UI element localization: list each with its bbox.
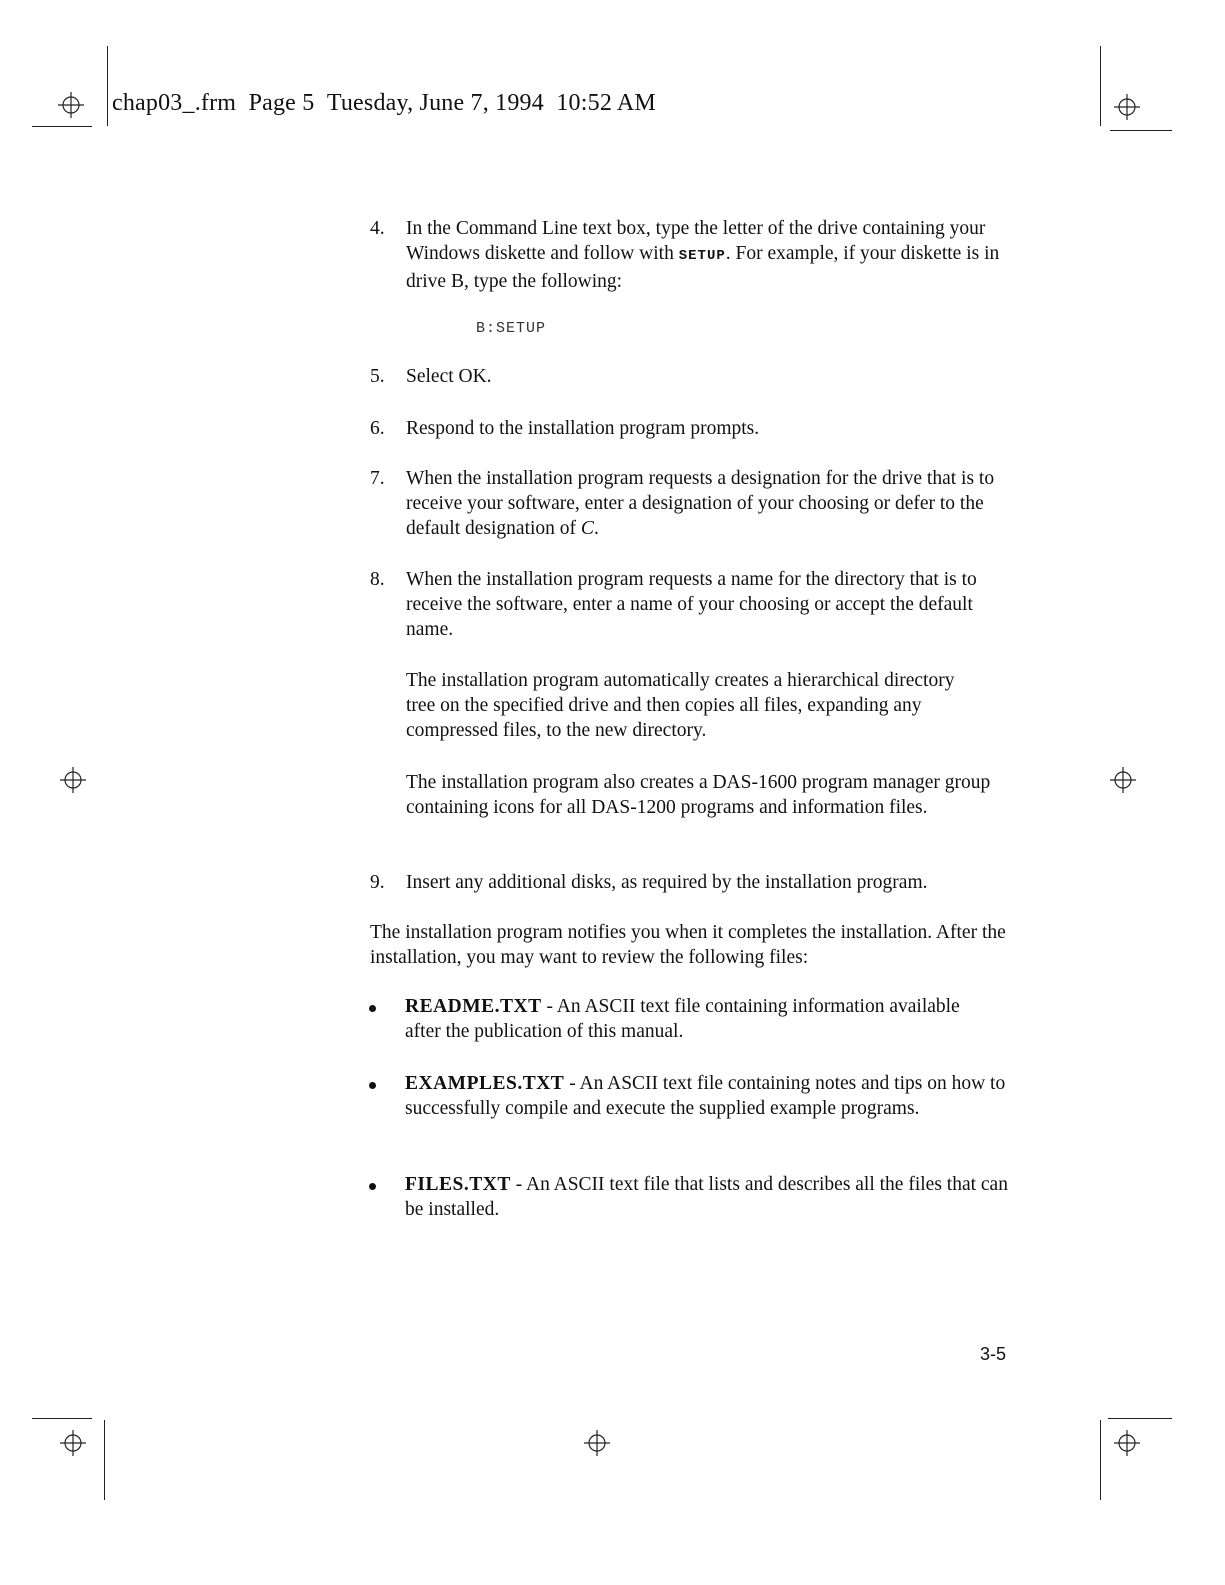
note-paragraph: The installation program also creates a DAS-1600 program manager group containing icons for all DAS-1200 programs and information files.	[406, 772, 991, 818]
file-name: EXAMPLES.TXT	[405, 1073, 565, 1094]
bullet-icon	[369, 1082, 376, 1089]
file-desc: - An ASCII text file containing information available after the publication of this manual.	[405, 996, 960, 1042]
summary-paragraph: The installation program notifies you when it completes the installation. After the installation, you may want to review the following files:	[370, 922, 1006, 968]
file-name: README.TXT	[405, 996, 542, 1017]
step-text: Select OK.	[406, 366, 492, 387]
header-time: 10:52 AM	[556, 90, 656, 116]
header-page: Page 5	[248, 90, 315, 116]
drive-letter: C	[580, 518, 594, 539]
step-text: In the Command Line text box, type the letter of the drive containing your Windows diskette and follow with	[406, 218, 986, 264]
file-item-examples	[405, 1071, 1025, 1121]
note-paragraph: The installation program automatically creates a hierarchical directory tree on the specified drive and then copies all files, expanding any compressed files, to the new directory.	[406, 670, 955, 741]
header-file: chap03_.frm	[112, 90, 237, 116]
step-number: 5.	[370, 366, 385, 387]
file-name: FILES.TXT	[405, 1174, 511, 1195]
header-date: Tuesday, June 7, 1994	[326, 90, 544, 116]
step-text: . For example, if your diskette is in drive B, type the following:	[406, 243, 1000, 292]
file-item-readme	[405, 994, 965, 1044]
file-desc: - An ASCII text file containing notes and tips on how to successfully compile and execute the supplied example programs.	[405, 1073, 1006, 1119]
file-item-files	[405, 1172, 1025, 1222]
step-number: 8.	[370, 569, 385, 590]
step-number: 9.	[370, 872, 385, 893]
step-number: 6.	[370, 418, 385, 439]
setup-keyword: SETUP	[678, 248, 726, 264]
step-text: Respond to the installation program prompts.	[406, 418, 760, 439]
code-example: B:SETUP	[476, 320, 547, 337]
bullet-icon	[369, 1005, 376, 1012]
step-number: 7.	[370, 468, 385, 489]
bullet-icon	[369, 1183, 376, 1190]
step-text: When the installation program requests a designation for the drive that is to receive your software, enter a designation of your choosing or defer to the default designation of	[406, 468, 995, 539]
document-body: 4. In the Command Line text box, type the letter of the drive containing your Windows diskette and follow with SETUP. For example, if your diskette is in drive B, type the following: B:SETUP 5. Select OK. 6. Respond to the installation program prompts. 7. When the installation program requests a designation for the drive that is to receive your software, enter a designation of your choosing or defer to the default designation of C. 8. When the installation program requests a name for the directory that is to receive the software, enter a name of your choosing or accept the default name. The installation program automatically creates a hierarchical directory tree on the specified drive and then copies all files, expanding any compressed files, to the new directory. The installation program also creates a DAS-1600 program manager group containing icons for all DAS-1200 programs and information files. 9. Insert any additional disks, as required by the installation program. The installation program notifies you when it completes the installation. After the installation, you may want to review the following files: README.TXT - An ASCII text file containing information available after the publication of this manual. EXAMPLES.TXT - An ASCII text file containing notes and tips on how to successfully compile and execute the supplied example programs. FILES.TXT - An ASCII text file that lists and describes all the files that can be installed. 3-5	[0, 0, 1225, 1585]
step-number: 4.	[370, 218, 385, 239]
step-text: When the installation program requests a name for the directory that is to receive the software, enter a name of your choosing or accept the default name.	[406, 569, 977, 640]
step-text: Insert any additional disks, as required by the installation program.	[406, 872, 928, 893]
page-number: 3-5	[980, 1344, 1007, 1364]
file-desc: - An ASCII text file that lists and describes all the files that can be installed.	[405, 1174, 1008, 1220]
